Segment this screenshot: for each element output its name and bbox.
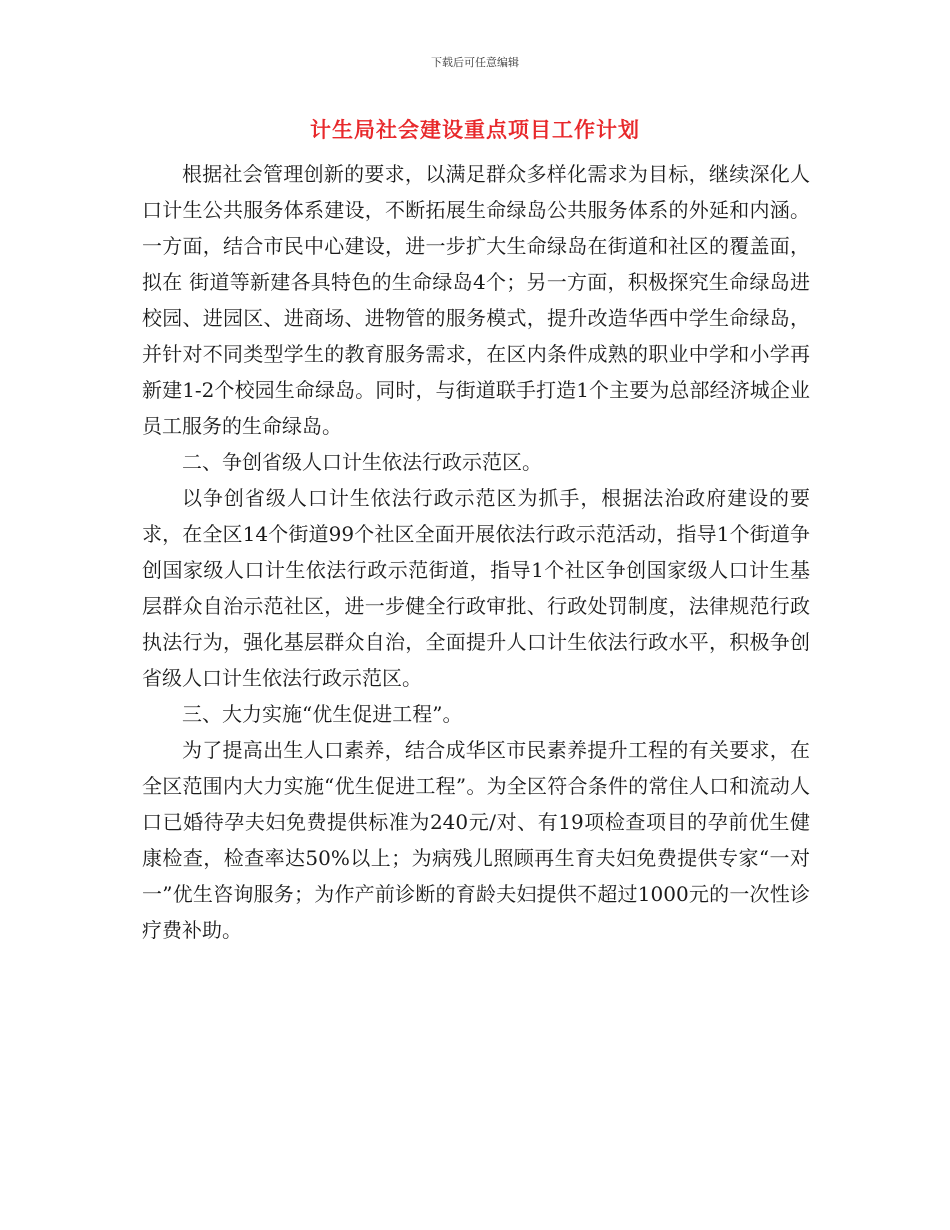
paragraph-section-3: 为了提高出生人口素养，结合成华区市民素养提升工程的有关要求，在全区范围内大力实施“优生促进工程”。为全区符合条件的常住人口和流动人口已婚待孕夫妇免费提供标准为240元/对、有19项检查项目的孕前优生健康检查，检查率达50%以上；为病残儿照顾再生育夫妇免费提供专家“一对一”优生咨询服务；为作产前诊断的育龄夫妇提供不超过1000元的一次性诊疗费补助。 [142, 738, 810, 942]
header-note: 下载后可任意编辑 [431, 56, 519, 69]
document-body [142, 156, 810, 948]
document-title: 计生局社会建设重点项目工作计划 [310, 117, 640, 142]
section-heading-2: 二、争创省级人口计生依法行政示范区。 [182, 450, 542, 474]
paragraph-section-2: 以争创省级人口计生依法行政示范区为抓手，根据法治政府建设的要求，在全区14个街道99个社区全面开展依法行政示范活动，指导1个街道争创国家级人口计生依法行政示范街道，指导1个社区争创国家级人口计生基层群众自治示范社区，进一步健全行政审批、行政处罚制度，法律规范行政执法行为，强化基层群众自治，全面提升人口计生依法行政水平，积极争创省级人口计生依法行政示范区。 [142, 486, 810, 690]
section-heading-3: 三、大力实施“优生促进工程”。 [182, 702, 463, 726]
paragraph-intro: 根据社会管理创新的要求，以满足群众多样化需求为目标，继续深化人口计生公共服务体系建设，不断拓展生命绿岛公共服务体系的外延和内涵。一方面，结合市民中心建设，进一步扩大生命绿岛在街道和社区的覆盖面，拟在 街道等新建各具特色的生命绿岛4个；另一方面，积极探究生命绿岛进校园、进园区、进商场、进物管的服务模式，提升改造华西中学生命绿岛，并针对不同类型学生的教育服务需求，在区内条件成熟的职业中学和小学再新建1-2个校园生命绿岛。同时，与街道联手打造1个主要为总部经济城企业员工服务的生命绿岛。 [142, 162, 810, 438]
